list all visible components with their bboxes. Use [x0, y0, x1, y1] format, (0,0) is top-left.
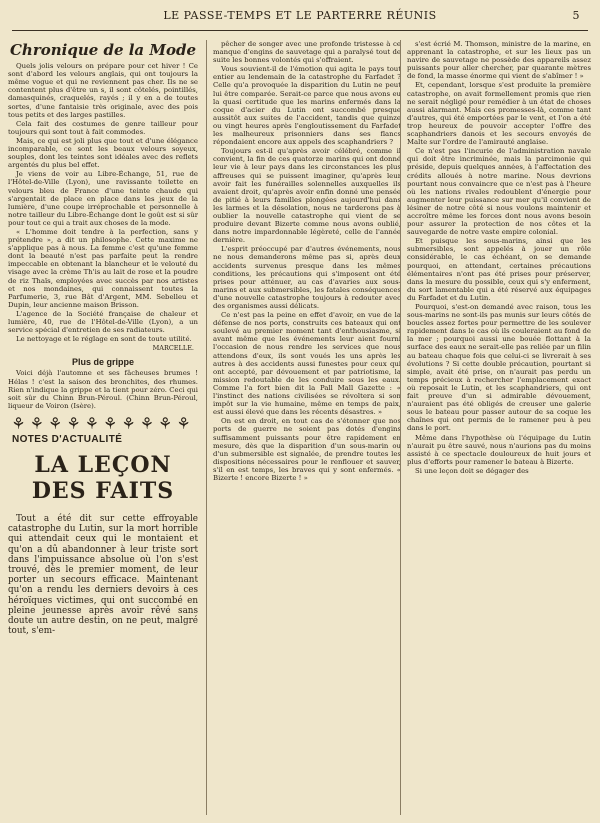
signature: MARCELLE. — [152, 344, 194, 353]
floral-ornament: ⚘⚘⚘⚘⚘⚘⚘⚘⚘⚘ — [11, 413, 195, 433]
paragraph: L'agence de la Société française de chaleur et lumière, 40, rue de l'Hôtel-de-Ville (Lyon), a un service spécial d'entretien de ses radiateurs. — [8, 309, 198, 335]
paragraph: pêcher de songer avec une profonde tristesse à ce manque d'engins de sauvetage qui a paralysé tout de suite les bonnes volontés qui s'offraient. — [213, 40, 401, 65]
paragraph: Ce n'est pas la peine en effet d'avoir, en vue de la défense de nos ports, construits ces bateaux qui ont soulevé au premier moment tant d'enthousiasme, si avant même que les événements leur aient fourni l'occasion de nous rendre les services que nous attendons d'eux, ils sont voués les uns après les autres à des accidents aussi funestes pour ceux qui ont accepté, par dévouement et par patriotisme, la mission redoutable de les conduire sous les eaux. Comme l'a fort bien dit la Pall Mall Gazette : « l'instinct des nations civilisées se révoltera si son impôt sur la vie humaine, même en temps de paix, est aussi élevé que dans les récents désastres. » — [213, 311, 401, 417]
paragraph: Vous souvient-il de l'émotion qui agita le pays tout entier au lendemain de la catastrophe du Farfadet ? Celle qu'a provoquée la disparition du Lutin ne peut lui être comparée. Serait-ce parce que nous avons eu la quasi certitude que les marins enfermés dans la coque d'acier du Lutin ont succombé presque aussitôt aux suites de l'accident, tandis que quinze ou vingt heures après l'engloutissement du Farfadet les malheureux prisonniers dans ses flancs répondaient encore aux appels des scaphandriers ? — [213, 65, 401, 147]
grippe-text: Voici déjà l'automne et ses fâcheuses brumes ! Hélas ! c'est la saison des bronchites, des rhumes. Rien n'indique la grippe et la tient pour zéro. Ceci qui soit sûr du Chinn Brun-Péroul. (Chinn Brun-Péroul, liqueur de Voiron (Isère). — [8, 369, 198, 410]
column-2 — [206, 40, 401, 815]
notes-title: NOTES D'ACTUALITÉ — [12, 433, 123, 445]
paragraph: Et, cependant, lorsque s'est produite la première catastrophe, on avait formellement promis que rien ne serait négligé pour remédier à un état de choses aussi alarmant. Mais ces promesses-là, comme tant d'autres, qui été emportées par le vent, et l'on a été trop heureux de pouvoir accepter l'offre des scaphandriers danois et les secours envoyés de Malte sur l'ordre de l'amirauté anglaise. — [407, 81, 591, 147]
paragraph: L'esprit préoccupé par d'autres événements, nous ne nous demanderons même pas si, après deux accidents survenus presque dans les mêmes conditions, les précautions qui s'imposent ont été prises pour atténuer, au cas d'avaries aux sous-marins et aux submersibles, les fatales conséquences d'une nouvelle catastrophe toujours à redouter avec des organismes aussi délicats. — [213, 245, 401, 310]
paragraph: Même dans l'hypothèse où l'équipage du Lutin n'aurait pu être sauvé, nous n'aurions pas du moins assisté à ce spectacle douloureux de huit jours et plus d'efforts pour ramener le bateau à Bizerte. — [407, 433, 591, 466]
article-text: Tout a été dit sur cette effroyable catastrophe du Lutin, sur la mort horrible qui attendait ceux qui le montaient et qu'on a dû abandonner à leur triste sort dans l'impuissance absolue où l'on s'est trouvé, dès le premier moment, de leur porter un secours efficace. Maintenant qu'on a rendu les derniers devoirs à ces héroïques victimes, qui ont succombé en pleine jeunesse après avoir rêvé sans doute un autre destin, on ne peut, malgré tout, s'em- — [8, 514, 198, 637]
paragraph: Toujours est-il qu'après avoir célébré, comme il convient, la fin de ces quatorze marins qui ont donné leur vie à leur pays dans les circonstances les plus affreuses qui se puissent imaginer, qu'après leur avoir fait les funérailles solennelles auxquelles ils avaient droit, qu'après avoir enfin donné une pensée de pitié à leurs familles plongées aujourd'hui dans les larmes et la désolation, nous ne tarderons pas à oublier la nouvelle catastrophe qui vient de se produire devant Bizerte comme nous avons oublié, dans notre impardonnable légèreté, celle de l'année dernière. — [213, 147, 401, 245]
paragraph: Le nettoyage et le réglage en sont de toute utilité. — [16, 335, 192, 344]
paragraph: Ce n'est pas l'incurie de l'administration navale qui doit être incriminée, mais la parcimonie qui préside, depuis quelques années, à l'affectation des crédits alloués à notre marine. Nous devrions pourtant nous convaincre que ce n'est pas à l'heure où les nations rivales redoublent d'énergie pour augmenter leur puissance sur mer qu'il convient de lésiner de notre côté si nous voulons maintenir et accroître même les forces dont nous avons besoin pour assurer la protection de nos côtes et la sauvegarde de notre vaste empire colonial. — [407, 147, 591, 237]
paragraph: Si une leçon doit se dégager des — [415, 466, 529, 475]
page-header — [0, 0, 600, 32]
paragraph: Cela fait des costumes de genre tailleur pour toujours qui sont tout à fait commodes. — [8, 119, 198, 136]
paragraph: s'est écrié M. Thomson, ministre de la marine, en apprenant la catastrophe, et sur les lieux pas un navire de sauvetage ne possède des appareils assez puissants pour aller chercher, par quarante mètres de fond, la masse énorme qui vient de s'abîmer ! » — [407, 40, 591, 81]
header-rule — [12, 30, 588, 31]
column-3 — [400, 40, 591, 815]
paragraph: Et puisque les sous-marins, ainsi que les submersibles, sont appelés à jouer un rôle considérable, le cas échéant, on se demande pourquoi, en attendant, certaines précautions élémentaires n'ont pas été prises pour préserver, dans la mesure du possible, ceux qui s'y enferment, du sort lamentable qui a été réservé aux équipages du Farfadet et du Lutin. — [407, 237, 591, 302]
chronique-title: Chronique de la Mode — [9, 41, 197, 59]
grippe-title: Plus de grippe — [71, 357, 134, 368]
paragraph: On est en droit, en tout cas de s'étonner que nos ports de guerre ne soient pas dotés d'engins suffisamment puissants pour être rapidement en mesure, dès que la disparition d'un sous-marin ou d'un submersible est signalée, de prendre toutes les dispositions nécessaires pour le renflouer et sauver, s'il en est temps, les braves qui y sont enfermés. « Bizerte ! encore Bizerte ! » — [213, 417, 401, 482]
paragraph: Quels jolis velours on prépare pour cet hiver ! Ce sont d'abord les velours anglais, qui ont toujours la même vogue et qui ne reviennent pas cher. Ils ne se contentent plus d'être un s, il sont côtelés, pointillés, damasquinés, craquelés, rayés ; il y en a de toutes sortes, d'une fantaisie très originale, avec des pois tous petits et des larges pastilles. — [8, 62, 198, 119]
page-number: 5 — [572, 9, 580, 22]
journal-title: LE PASSE-TEMPS ET LE PARTERRE RÉUNIS — [163, 9, 437, 22]
column-1 — [8, 40, 198, 815]
paragraph: Pourquoi, s'est-on demandé avec raison, tous les sous-marins ne sont-ils pas munis sur leurs côtés de boucles assez fortes pour permettre de les soulever rapidement dans le cas où ils couleraient au fond de la mer ; pourquoi aussi une bouée flottant à la surface des eaux ne serait-elle pas reliée par un filin au bateau chaque fois que celui-ci se livrerait à ses évolutions ? Si cette double précaution, pourtant si simple, avait été prise, on n'aurait pas perdu un temps précieux à rechercher l'emplacement exact où reposait le Lutin, et les scaphandriers, qui ont fait preuve d'un si admirable dévouement, n'auraient pas été obligés de creuser une galerie sous le bateau pour passer autour de sa coque les chaînes qui ont permis de le ramener peu à peu dans le port. — [407, 303, 591, 433]
paragraph: « L'homme doit tendre à la perfection, sans y prétendre », a dit un philosophe. Cette maxime ne s'applique pas à nous. La femme c'est qu'une femme dont la beauté n'est pas parfaite peut la rendre impeccable en obtenant la blancheur et le velouté du visage avec la crème Th'is au lait de rose et la poudre de riz Thaïs, employées avec succès par nos artistes et nos mondaines, qui connaissent toutes la Parfumerie, 3, rue Bât d'Argent, MM. Sebelleu et Dupin, leur ancienne maison Brisson. — [8, 227, 198, 309]
paragraph: Je viens de voir au Libre-Échange, 51, rue de l'Hôtel-de-Ville (Lyon), une ravissante toilette en velours bleu de France d'une teinte chaude qui s'argentait de place en place dans les jeux de la lumière, d'une coupe irréprochable et personnelle à notre tailleur du Libre-Échange dont le goût est si sûr pour tout ce qui a trait aux choses de la mode. — [8, 170, 198, 227]
article-title: LA LEÇON DES FAITS — [31, 452, 175, 505]
paragraph: Mais, ce qui est joli plus que tout et d'une élégance incomparable, ce sont les beaux velours soyeux, souples, dont les teintes sont idéales avec des reflets argentés du plus bel effet. — [8, 136, 198, 170]
